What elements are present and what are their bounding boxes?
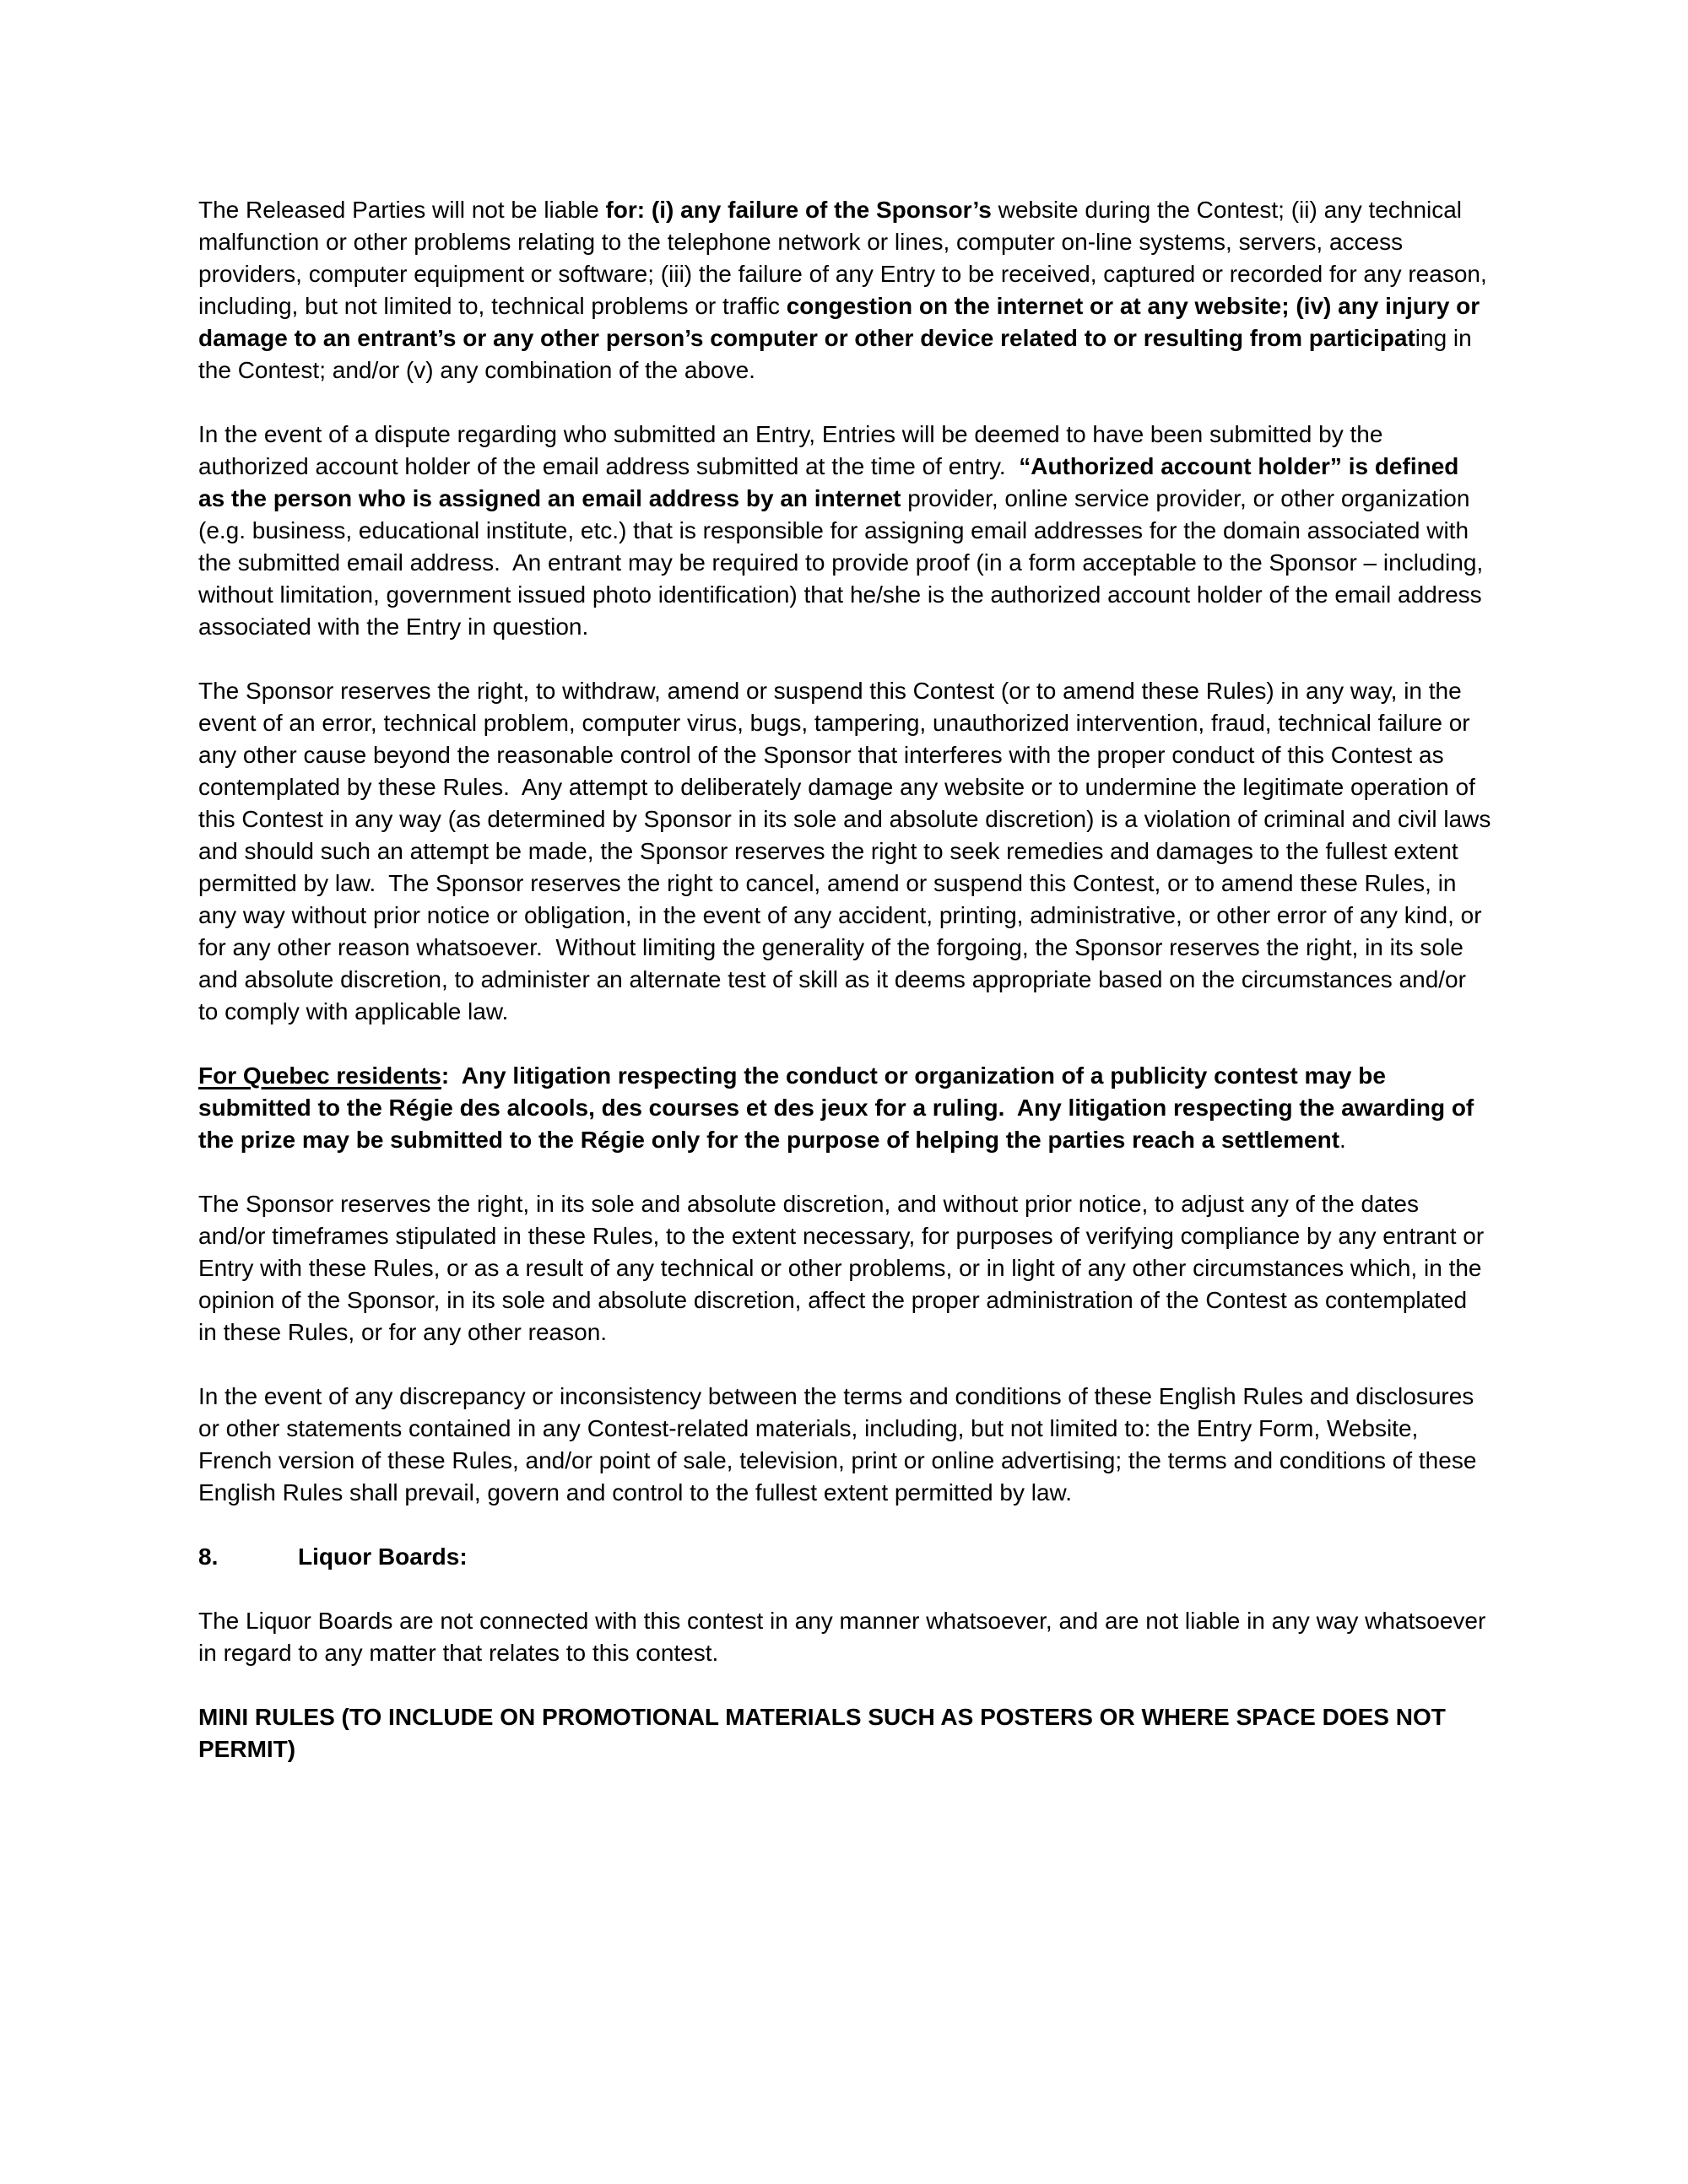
paragraph-released-parties-liability (198, 194, 1494, 387)
paragraph-sponsor-withdraw-amend-suspend (198, 675, 1498, 1028)
paragraph-dispute-authorized-account-holder (198, 419, 1491, 643)
paragraph-adjust-dates-timeframes (198, 1188, 1491, 1349)
text-run: The Sponsor reserves the right, in its sole and absolute discretion, and without prior notice, to adjust any of the dates and/or timeframes stipulated in these Rules, to the extent necessary, for purposes of verifying compliance by any entrant or Entry with these Rules, or as a result of any technical or other problems, or in light of any other circumstances which, in the opinion of the Sponsor, in its sole and absolute discretion, affect the proper administration of the Contest as contemplated in these Rules, or for any other reason. (198, 1191, 1491, 1345)
text-run: MINI RULES (TO INCLUDE ON PROMOTIONAL MATERIALS SUCH AS POSTERS OR WHERE SPACE DOES NOT PERMIT) (198, 1704, 1453, 1762)
text-run: “Authorized account holder” is defined as the person who is assigned an email address by an internet (198, 453, 1466, 511)
paragraph-english-rules-prevail (198, 1381, 1491, 1509)
text-run: The Released Parties will not be liable (198, 197, 606, 223)
paragraph-quebec-residents (198, 1060, 1491, 1156)
text-run: : Any litigation respecting the conduct or organization of a publicity contest may be submitted to the Régie des alcools, des courses et des jeux for a ruling. Any litigation respecting the awarding of the prize may be submitted to the Régie only for the purpose of helping the parties reach a settlement (198, 1062, 1481, 1153)
section-heading-liquor-boards (198, 1541, 1491, 1573)
text-run: congestion on the internet or at any website; (iv) any injury or damage to an entrant’s or any other person’s computer or other device related to or resulting from participat (198, 293, 1486, 351)
heading-mini-rules (198, 1701, 1491, 1765)
document-content (198, 194, 1498, 1797)
text-run: The Sponsor reserves the right, to withdraw, amend or suspend this Contest (or to amend these Rules) in any way, in the event of an error, technical problem, computer virus, bugs, tampering, unauthorized intervention, fraud, technical failure or any other cause beyond the reasonable control of the Sponsor that interferes with the proper conduct of this Contest as contemplated by these Rules. Any attempt to deliberately damage any website or to undermine the legitimate operation of this Contest in any way (as determined by Sponsor in its sole and absolute discretion) is a violation of criminal and civil laws and should such an attempt be made, the Sponsor reserves the right to seek remedies and damages to the fullest extent permitted by law. The Sponsor reserves the right to cancel, amend or suspend this Contest, or to amend these Rules, in any way without prior notice or obligation, in the event of any accident, printing, administrative, or other error of any kind, or for any other reason whatsoever. Without limiting the generality of the forgoing, the Sponsor reserves the right, in its sole and absolute discretion, to administer an alternate test of skill as it deems appropriate based on the circumstances and/or to comply with applicable law. (198, 678, 1498, 1024)
text-run: provider, online service provider, or other organization (e.g. business, educational institute, etc.) that is responsible for assigning email addresses for the domain associated with the submitted email address. An entrant may be required to provide proof (in a form acceptable to the Sponsor – including, without limitation, government issued photo identification) that he/she is the authorized account holder of the email address associated with the Entry in question. (198, 485, 1490, 640)
text-run: In the event of any discrepancy or inconsistency between the terms and conditions of these English Rules and disclosures or other statements contained in any Contest-related materials, including, but not limited to: the Entry Form, Website, French version of these Rules, and/or point of sale, television, print or online advertising; the terms and conditions of these English Rules shall prevail, govern and control to the fullest extent permitted by law. (198, 1383, 1484, 1506)
text-run: For Quebec residents (198, 1062, 441, 1089)
text-run: for: (i) any failure of the Sponsor’s (605, 197, 992, 223)
text-run: The Liquor Boards are not connected with this contest in any manner whatsoever, and are not liable in any way whatsoever in regard to any matter that relates to this contest. (198, 1608, 1493, 1666)
text-run: 8. (198, 1543, 219, 1570)
text-run: website during the Contest; (ii) any technical malfunction or other problems relating to the telephone network or lines, computer on-line systems, servers, access providers, computer equipment or software; (iii) the failure of any Entry to be received, captured or recorded for any reason, including, but not limited to, technical problems or traffic (198, 197, 1494, 319)
paragraph-liquor-boards-body (198, 1605, 1491, 1669)
text-run: Liquor Boards: (298, 1543, 468, 1570)
text-run: ing in the Contest; and/or (v) any combination of the above. (198, 325, 1479, 383)
text-run: . (1339, 1127, 1346, 1153)
text-run: In the event of a dispute regarding who submitted an Entry, Entries will be deemed to have been submitted by the authorized account holder of the email address submitted at the time of entry. (198, 421, 1390, 479)
